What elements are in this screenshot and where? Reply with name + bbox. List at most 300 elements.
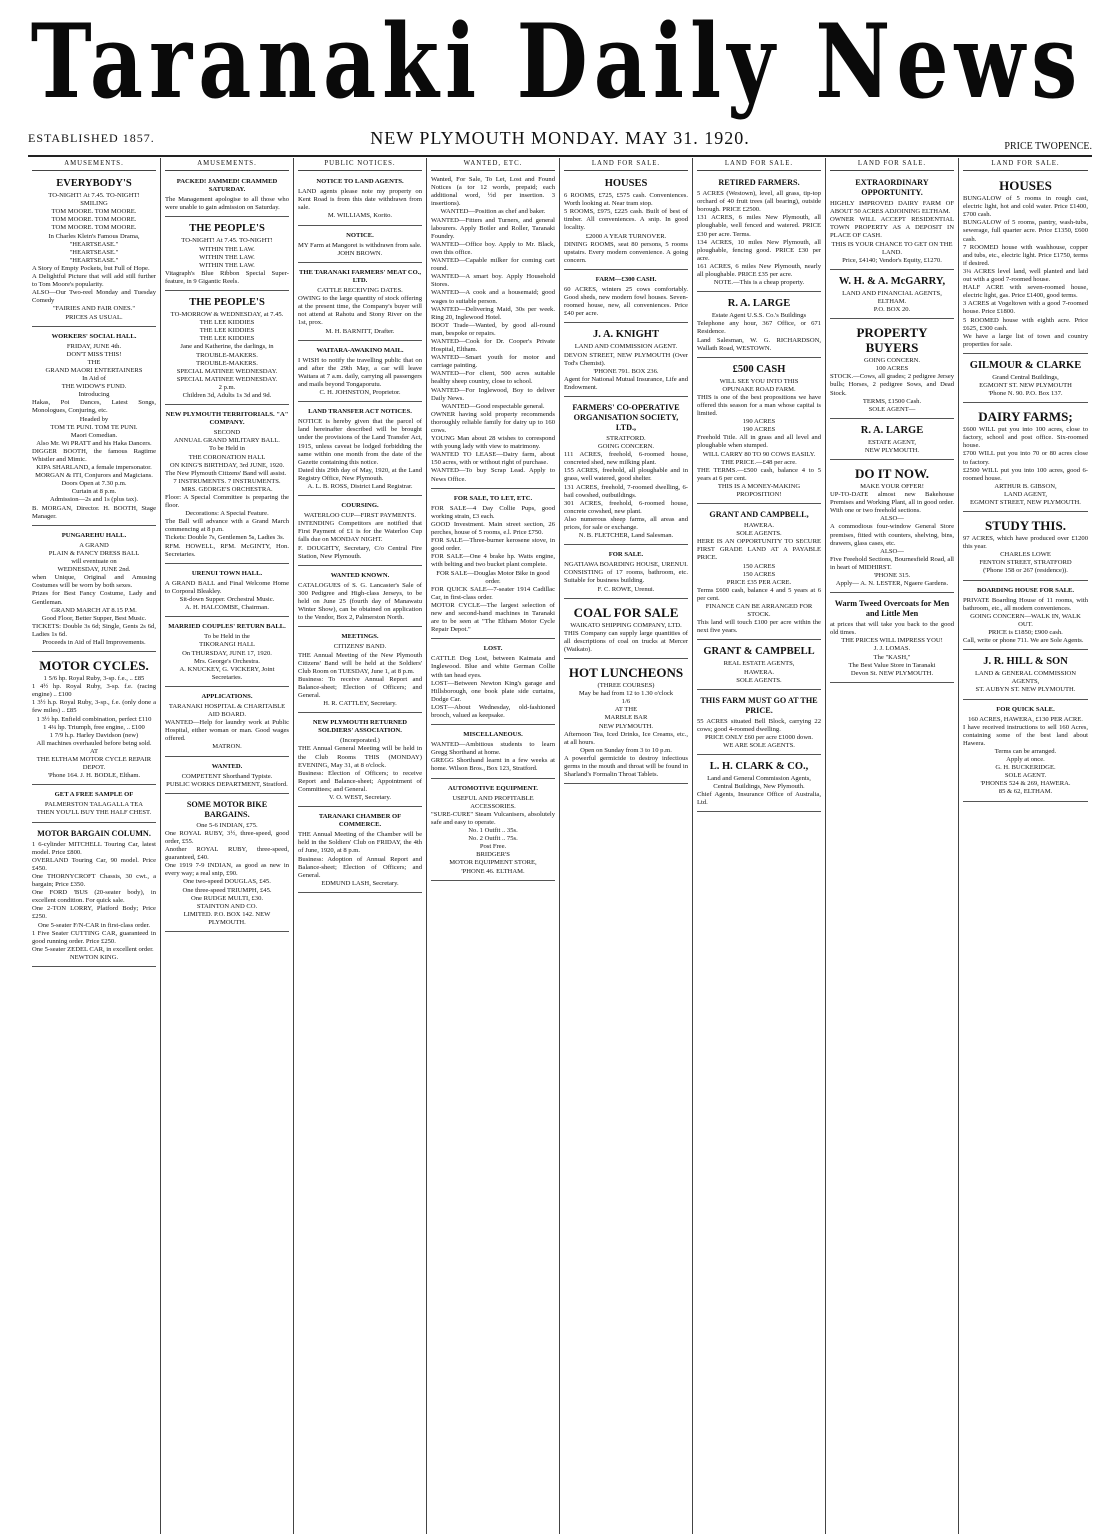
ad-text-line: TERMS, £1500 Cash. [862, 397, 922, 405]
ad-heading: NOTICE. [346, 231, 374, 239]
ad-text-line: £600 WILL put you into 100 acres, close to factory, school and post office. Six-roomed house. [963, 426, 1088, 450]
ad-text-line: H. R. CATTLEY, Secretary. [323, 700, 397, 708]
ad-heading: NEW PLYMOUTH RETURNED SOLDIERS' ASSOCIATION. [312, 719, 408, 735]
ad-text-line: AT [89, 747, 99, 755]
advertisement [564, 601, 688, 659]
ad-text-line: 1 3½ hp. Enfield combination, perfect £110 [36, 715, 152, 723]
ad-text-line: 160 ACRES, HAWERA, £130 PER ACRE. [968, 715, 1083, 723]
ad-text-line: A GRAND BALL and Final Welcome Home to Corporal Bleakley. [165, 579, 289, 595]
advertisement [165, 566, 289, 617]
ad-heading: THE PEOPLE'S [189, 223, 265, 235]
ad-text-line: EDMUND LASH, Secretary. [321, 879, 399, 887]
ad-text-line: Open on Sunday from 3 to 10 p.m. [580, 746, 672, 754]
ad-text-line: Devon St. NEW PLYMOUTH. [850, 669, 934, 677]
ad-heading: FOR QUICK SALE. [996, 705, 1055, 713]
advertisement [830, 462, 954, 593]
column-6 [693, 158, 826, 1534]
advertisement [165, 689, 289, 757]
ad-text-line: Business: Election of Officers; to receive Report and Balance-sheet; Appointment of Committees; and General. [298, 769, 422, 793]
ad-text-line: CONSISTING of 17 rooms, bathroom, etc. Suitable for business building. [564, 569, 688, 585]
ad-text-line: 3 ACRES at Vogeltown with a good 7-roomed house. Price £1800. [963, 300, 1088, 316]
ad-text-line: WANTED—A smart boy. Apply Household Stores. [431, 273, 555, 289]
ad-text-line: Business: Adoption of Annual Report and Balance-sheet; Election of Officers; and General. [298, 855, 422, 879]
column-5 [560, 158, 693, 1534]
ad-heading: HOUSES [604, 178, 648, 190]
ad-text-line: ESTATE AGENT, [867, 438, 917, 446]
ad-text-line: Apply at once. [1006, 756, 1045, 764]
ad-text-line: ALSO— [880, 547, 904, 555]
column-header: AMUSEMENTS. [165, 160, 289, 171]
ad-text-line: Also Mr. Wi PRATT and his Haka Dancers. [36, 439, 152, 447]
ad-text-line: 5 ACRES (Westown), level, all grass, tip-top orchard of 40 fruit trees (all bearing), outside borough. PRICE £2500. [697, 190, 821, 214]
advertisement [32, 825, 156, 967]
ad-text-line: RFM. HOWELL, RFM. McGINTY, Hon. Secretaries. [165, 542, 289, 558]
ad-heading: Warm Tweed Overcoats for Men and Little Men [834, 599, 950, 619]
ad-text-line: WITHIN THE LAW. [199, 253, 255, 261]
advertisement [963, 514, 1088, 580]
ad-text-line: HIGHLY IMPROVED DAIRY FARM OF ABOUT 50 ACRES ADJOINING ELTHAM. [830, 200, 954, 216]
ad-text-line: OWNER WILL ACCEPT RESIDENTIAL TOWN PROPERTY AS A DEPOSIT IN PLACE OF CASH. [830, 216, 954, 240]
ad-text-line: "HEARTSEASE." [69, 256, 119, 264]
advertisement [431, 781, 555, 881]
ad-text-line: SECOND [213, 429, 241, 437]
ad-text-line: 97 ACRES, which have produced over £1200 this year. [963, 535, 1088, 551]
ad-heading: WAITARA-AWAKINO MAIL. [316, 346, 404, 354]
advertisement [564, 272, 688, 323]
ad-heading: W. H. & A. McGARRY, [838, 275, 946, 287]
ad-text-line: Hakas, Poi Dances, Latest Songs, Monologues, Conjuring, etc. [32, 399, 156, 415]
ad-text-line: GOOD Investment. Main street section, 26 perches, house of 5 rooms, e.l. Price £750. [431, 520, 555, 537]
ad-text-line: Business: To receive Annual Report and Balance-sheet; Election of Officers; and General. [298, 675, 422, 699]
column-header: LAND FOR SALE. [697, 160, 821, 171]
ad-text-line: Land Salesman, W. G. RICHARDSON, Wallath Road, WESTOWN. [697, 336, 821, 352]
advertisement [298, 809, 422, 893]
ad-text-line: MOTOR CYCLE—The largest selection of new and second-hand machines in Taranaki are to be seen at "The Eltham Motor Cycle Repair Depot." [431, 601, 555, 634]
ad-text-line: Floor: A Special Committee is preparing the floor. [165, 494, 289, 510]
ad-text-line: SOLE AGENTS. [736, 530, 782, 538]
ad-text-line: when Unique, Original and Amusing Costumes will be worn by both sexes. [32, 574, 156, 590]
ad-text-line: GOING CONCERN—WALK IN, WALK OUT. [970, 612, 1081, 628]
advertisement [564, 399, 688, 545]
ad-text-line: STOCK.—Cows, all grades; 2 pedigree Jersey bulls; Horses, 2 pedigree Sows, and Dead Stock. [830, 373, 954, 397]
ad-text-line: Call, write or phone 711. We are Sole Agents. [963, 637, 1084, 645]
ad-text-line: 'Phone N. 90. P.O. Box 137. [988, 390, 1063, 398]
ad-text-line: May be had from 12 to 1.30 o'clock [578, 690, 674, 698]
ad-text-line: HERE IS AN OPPORTUNITY TO SECURE FIRST GRADE LAND AT A PAYABLE PRICE. [697, 538, 821, 562]
ad-text-line: One 2-TON LORRY, Platford Body; Price £250. [32, 905, 156, 921]
ad-text-line: HAWERA. [743, 668, 775, 676]
ad-text-line: F. DOUGHTY, Secretary, C/o Central Fire Station, New Plymouth. [298, 544, 422, 560]
advertisement [963, 702, 1088, 802]
ad-text-line: THE LEE KIDDIES [199, 327, 255, 335]
ad-text-line: F. C. ROWE, Urenui. [597, 585, 655, 593]
advertisement [32, 174, 156, 327]
ad-text-line: EGMONT STREET, NEW PLYMOUTH. [970, 499, 1081, 506]
ad-text-line: THE LEE KIDDIES [199, 319, 255, 327]
ad-text-line: MOTOR EQUIPMENT STORE, [449, 859, 537, 867]
advertisement [298, 265, 422, 341]
ad-heading: COAL FOR SALE [573, 604, 679, 620]
ad-text-line: PUBLIC WORKS DEPARTMENT, Stratford. [166, 780, 288, 788]
ad-text-line: Doors Open at 7.30 p.m. [61, 480, 127, 488]
ad-text-line: Jane and Katherine, the darlings, in [180, 343, 274, 351]
ad-text-line: ST. AUBYN ST. NEW PLYMOUTH. [975, 686, 1076, 694]
ad-text-line: Post Free. [479, 843, 507, 851]
ad-text-line: 'PHONE 791. BOX 236. [593, 367, 659, 375]
ad-text-line: WANTED—Office boy. Apply to Mr. Black, own this office. [431, 240, 555, 256]
ad-text-line: A. L. B. ROSS, District Land Registrar. [307, 483, 413, 490]
advertisement [697, 360, 821, 504]
advertisement [431, 641, 555, 725]
ad-text-line: Telephone any hour, 367 Office, or 671 Residence. [697, 320, 821, 336]
ad-text-line: MRS. GEORGE'S ORCHESTRA. [181, 485, 273, 493]
ad-text-line: I WISH to notify the travelling public that on and after the 29th May, a car will leave Waitara at 7 a.m. daily, carrying all passengers and mails beyond Tongaporutu. [298, 356, 422, 388]
ad-text-line: ('Phone 158 or 267 (residence)). [983, 567, 1068, 575]
ad-text-line: WANTED—Good respectable general. [441, 402, 545, 410]
ad-text-line: Grand Central Buildings, [992, 373, 1059, 381]
ad-text-line: 100 ACRES [875, 365, 909, 373]
ad-text-line: THIS Company can supply large quantities of all descriptions of coal on trucks at Mercer (Waikato). [564, 629, 688, 653]
ad-text-line: WILL CARRY 80 TO 90 COWS EASILY. [702, 450, 816, 458]
ad-text-line: All machines overhauled before being sold. [36, 739, 152, 747]
column-7 [826, 158, 959, 1534]
ad-text-line: THIS IS A MONEY-MAKING PROPOSITION! [717, 482, 801, 498]
ad-text-line: NEW PLYMOUTH. [864, 446, 920, 454]
ad-text-line: 3¼ ACRES level land, well planted and laid out with a good 7-roomed house. [963, 267, 1088, 284]
advertisement [298, 343, 422, 403]
ad-heading: PUNGAREHU HALL. [61, 531, 127, 539]
column-header: AMUSEMENTS. [32, 160, 156, 171]
ad-text-line: WITHIN THE LAW. [199, 261, 255, 269]
ad-text-line: ON KING'S BIRTHDAY, 3rd JUNE, 1920. [169, 461, 285, 469]
ad-text-line: DEVON STREET, NEW PLYMOUTH (Over Tod's Chemist). [564, 351, 688, 367]
ad-text-line: FOR SALE—4 Day Collie Pups, good working strain, £3 each. [431, 504, 555, 520]
ad-text-line: PALMERSTON TALAGALLA TEA [44, 801, 144, 809]
ad-heading: RETIRED FARMERS. [718, 178, 800, 188]
advertisement [298, 568, 422, 628]
ad-text-line: WE ARE SOLE AGENTS. [723, 741, 795, 749]
ad-text-line: Afternoon Tea, Iced Drinks, Ice Creams, etc., at all hours. [564, 730, 688, 746]
ad-text-line: FINANCE CAN BE ARRANGED FOR STOCK. [705, 603, 813, 619]
price-text: PRICE TWOPENCE. [1004, 141, 1092, 152]
ad-text-line: MORGAN & ITI, Conjurors and Magicians. [35, 472, 153, 480]
ad-heading: LAND TRANSFER ACT NOTICES. [308, 408, 412, 416]
ad-text-line: LAND AND FINANCIAL AGENTS, [842, 289, 942, 297]
ad-text-line: EGMONT ST. NEW PLYMOUTH [979, 381, 1072, 389]
ad-text-line: WANTED TO LEASE—Dairy farm, about 150 acres, with or without right of purchase. [431, 451, 555, 467]
ad-text-line: WANTED—Cook for Dr. Cooper's Private Hospital, Eltham. [431, 337, 555, 354]
ad-heading: GILMOUR & CLARKE [969, 359, 1082, 371]
ad-text-line: C. H. JOHNSTON, Proprietor. [319, 389, 401, 397]
ad-text-line: 5 ROOMED house with eighth acre. Price £625, £300 cash. [963, 316, 1088, 332]
ad-text-line: 'Phone 164. J. H. BODLE, Eltham. [47, 772, 141, 780]
ad-text-line: (Incorporated.) [340, 737, 380, 745]
ad-heading: NOTICE TO LAND AGENTS. [316, 178, 404, 186]
advertisement [963, 174, 1088, 354]
ad-heading: EVERYBODY'S [56, 178, 132, 190]
advertisement [830, 174, 954, 270]
ad-text-line: WANTED—Fitters and Turners, and general labourers. Apply Boiler and Roller, Taranaki Foundry. [431, 216, 555, 240]
ad-text-line: BRIDGER'S [476, 851, 510, 859]
ad-text-line: The Management apologise to all those who were unable to gain admission on Saturday. [165, 196, 289, 212]
ad-text-line: 134 ACRES, 10 miles New Plymouth, all ploughable, fencing good. PRICE £30 per acre. [697, 238, 821, 262]
ad-heading: THE PEOPLE'S [189, 297, 265, 309]
ad-text-line: Terms £600 cash, balance 4 and 5 years at 6 per cent. [697, 586, 821, 602]
ad-text-line: V. O. WEST, Secretary. [328, 794, 391, 801]
ad-text-line: Proceeds in Aid of Hall Improvements. [42, 638, 146, 646]
column-header: PUBLIC NOTICES. [298, 160, 422, 171]
column-8 [959, 158, 1092, 1534]
advertisement [564, 661, 688, 784]
ad-heading: EXTRAORDINARY OPPORTUNITY. [855, 178, 929, 198]
advertisement [165, 293, 289, 405]
ad-text-line: "SURE-CURE" Steam Vulcanisers, absolutely safe and easy to operate. [431, 810, 555, 826]
ad-text-line: WANTED—Smart youth for motor and carriage painting. [431, 354, 555, 370]
ad-text-line: ALSO—Our Two-reel Monday and Tuesday Comedy [32, 289, 156, 305]
ad-text-line: 'PHONE 46. ELTHAM. [461, 867, 525, 875]
advertisement [963, 356, 1088, 403]
ad-heading: MOTOR CYCLES. [39, 658, 149, 674]
ad-text-line: THE Annual General Meeting will be held in the Club Rooms THIS (MONDAY) EVENING, May 31, at 8 o'clock. [298, 745, 422, 769]
ad-text-line: One 5-6 INDIAN, £75. [196, 821, 258, 829]
advertisement [298, 629, 422, 713]
ad-text-line: This land will touch £100 per acre within the next five years. [697, 619, 821, 635]
ad-heading: L. H. CLARK & CO., [709, 761, 809, 773]
ad-text-line: WANTED—A cook and a housemaid; good wages to suitable person. [431, 289, 555, 305]
ad-text-line: 60 ACRES, winters 25 cows comfortably. Good sheds, new modern fowl houses. Seven-roomed house, new, all conveniences. Price £40 per acre. [564, 286, 688, 318]
ad-text-line: SPECIAL MATINEE WEDNESDAY. [176, 375, 278, 383]
ad-text-line: MATRON. [212, 743, 242, 751]
ad-text-line: CATTLE Dog Lost, between Kaimata and Inglewood. Blue and white German Collie with tan head eyes. [431, 655, 555, 679]
ad-text-line: A Delightful Picture that will add still further to Tom Moore's popularity. [32, 273, 156, 289]
advertisement [298, 174, 422, 225]
ad-heading: R. A. LARGE [727, 298, 791, 310]
ad-text-line: will eventuate on [71, 558, 117, 566]
ad-text-line: FENTON STREET, STRATFORD [979, 559, 1072, 567]
masthead [0, 0, 1114, 125]
ad-text-line: WITHIN THE LAW. [199, 245, 255, 253]
ad-heading: FOR SALE. [608, 551, 644, 559]
ad-text-line: WAIKATO SHIPPING COMPANY, LTD. [570, 621, 682, 629]
established-text: ESTABLISHED 1857. [28, 131, 155, 145]
ad-text-line: NEWTON KING. [69, 953, 119, 961]
ad-heading: TARANAKI CHAMBER OF COMMERCE. [318, 813, 402, 829]
ad-text-line: FOR SALE—One 4 brake hp. Watts engine, with belting and two bucket plant complete. [431, 553, 555, 569]
ad-text-line: NGATIAWA BOARDING HOUSE, URENUI. [564, 561, 688, 569]
ad-text-line: STAINTON AND CO. [196, 902, 258, 910]
ad-text-line: NOTE.—This is a cheap property. [713, 279, 805, 287]
advertisement [963, 652, 1088, 699]
ad-text-line: 'PHONES 524 & 269, HAWERA. [980, 780, 1071, 788]
ad-text-line: 1 4½ hp. Royal Ruby, 3-sp. f.e. (racing engine) .. £100 [32, 683, 156, 699]
ad-heading: GRANT & CAMPBELL [703, 646, 815, 658]
ad-text-line: A. H. HALCOMBE, Chairman. [184, 604, 270, 612]
ad-text-line: Curtain at 8 p.m. [71, 488, 117, 496]
advertisement [165, 219, 289, 291]
ad-heading: WANTED. [211, 762, 243, 770]
ad-text-line: MARBLE BAR [604, 714, 648, 722]
ad-text-line: PLAIN & FANCY DRESS BALL [48, 549, 140, 557]
ad-text-line: CATTLE RECEIVING DATES. [317, 287, 403, 295]
advertisement [830, 321, 954, 419]
ad-text-line: Price, £4140; Vendor's Equity, £1270. [842, 256, 942, 264]
ad-text-line: One FORD 'BUS (20-seater body), in excellent condition. For quick sale. [32, 889, 156, 905]
ad-text-line: 111 ACRES, freehold, 6-roomed house, concreted shed, new milking plant. [564, 451, 688, 467]
advertisement [830, 421, 954, 460]
ad-text-line: A Story of Empty Pockets, but Full of Hope. [32, 264, 150, 272]
ad-text-line: THE PRICE.—£48 per acre. [721, 458, 797, 466]
ad-text-line: WANTED—To buy Scrap Lead. Apply to News Office. [431, 467, 555, 483]
ad-text-line: On THURSDAY, JUNE 17, 1920. [182, 649, 272, 657]
advertisement [697, 506, 821, 640]
ad-text-line: LAND AGENT, [1003, 490, 1048, 498]
ad-text-line: 1 Five Seater CUTTING CAR, guaranteed in good running order. Price £250. [32, 929, 156, 945]
advertisement [32, 528, 156, 652]
ad-text-line: WANTED—Position as chef and baker. [440, 208, 546, 216]
ad-heading: J. A. KNIGHT [593, 329, 659, 341]
ad-heading: BOARDING HOUSE FOR SALE. [976, 586, 1075, 594]
ad-text-line: THEN YOU'LL BUY THE HALF CHEST. [36, 809, 152, 817]
ad-text-line: OWING to the large quantity of stock offering at the present time, the Company's buyer will not attend at Rahotu and Stony River on the 1st, prox. [298, 295, 422, 327]
ad-text-line: N. B. FLETCHER, Land Salesman. [578, 532, 674, 540]
advertisement [165, 407, 289, 564]
advertisement [431, 174, 555, 489]
ad-text-line: FOR SALE—Douglas Motor Bike in good order. [436, 569, 550, 585]
ad-heading: LOST. [483, 645, 503, 653]
ad-text-line: BUNGALOW of 5 rooms in rough cast, electric light, hot and cold water. Price £1400, £700 cash. [963, 195, 1088, 219]
ad-text-line: BOOT Trade—Wanted, by good all-round man, bespoke or repairs. [431, 321, 555, 337]
column-header: LAND FOR SALE. [830, 160, 954, 171]
ad-heading: FARMERS' CO-OPERATIVE ORGANISATION SOCIETY, LTD., [572, 402, 680, 432]
ad-text-line: 1 5/6 hp. Royal Ruby, 3-sp. f.e., .. £85 [43, 675, 145, 683]
ad-text-line: GREGG Shorthand learnt in a few weeks at home. Wilson Bros., Box 123, Stratford. [431, 757, 555, 773]
ad-text-line: 301 ACRES, freehold, 6-roomed house, concrete cowshed, new plant. [564, 499, 688, 515]
ad-text-line: PRICE £35 PER ACRE. [726, 578, 792, 586]
ad-text-line: THIS IS YOUR CHANCE TO GET ON THE LAND. [831, 240, 953, 256]
ad-text-line: Mrs. George's Orchestra. [194, 657, 260, 665]
ad-text-line: Wanted, For Sale, To Let, Lost and Found Notices (a tor 12 words, prepaid; each additional word, ½d per insertion. 3 insertions). [431, 176, 555, 208]
ad-text-line: Introducing [78, 391, 110, 399]
ad-text-line: Also numerous sheep farms, all areas and prices, for sale or exchange. [564, 515, 688, 531]
ad-heading: SOME MOTOR BIKE BARGAINS. [186, 799, 268, 819]
ad-text-line: The Best Value Store in Taranaki [848, 661, 936, 669]
ad-text-line: £700 WILL put you into 70 or 80 acres close to factory. [963, 450, 1088, 466]
ad-text-line: In Aid of [82, 375, 106, 383]
ad-text-line: ANNUAL GRAND MILITARY BALL. [174, 437, 280, 445]
ad-text-line: SOLE AGENT. [1004, 772, 1047, 780]
ad-text-line: TROUBLE-MAKERS. [196, 359, 258, 367]
ad-text-line: INTENDING Competitors are notified that First Payment of £1 is for the Waterloo Cup falls due on MONDAY NIGHT. [298, 520, 422, 544]
ad-text-line: OPUNAKE ROAD FARM. [722, 385, 796, 393]
advertisement [298, 404, 422, 496]
ad-text-line: LAND & GENERAL COMMISSION AGENTS, [974, 670, 1077, 686]
ad-text-line: Maori Comedian. [70, 431, 118, 439]
ad-text-line: One ROYAL RUBY, 3½, three-speed, good order, £55. [165, 829, 289, 845]
ad-text-line: THE LEE KIDDIES [199, 335, 255, 343]
ad-text-line: ARTHUR B. GIBSON, [994, 482, 1057, 490]
ad-text-line: DON'T MISS THIS! [66, 350, 122, 358]
ad-text-line: HAWERA. [743, 522, 775, 530]
ad-text-line: THE WIDOW'S FUND. [61, 383, 127, 391]
ad-text-line: 150 ACRES [742, 562, 776, 570]
ad-text-line: GOING CONCERN. [597, 443, 655, 451]
ad-text-line: Tickets: Double 7s, Gentlemen 5s, Ladies 3s. [165, 534, 285, 542]
ad-text-line: TOM MOORE. TOM MOORE. [51, 208, 137, 216]
advertisement [165, 174, 289, 217]
column-header: WANTED, ETC. [431, 160, 555, 171]
ad-text-line: TO-NIGHT! At 7.45. TO-NIGHT! [181, 237, 273, 245]
advertisement [697, 642, 821, 689]
advertisement [697, 692, 821, 755]
ad-heading: DO IT NOW. [854, 465, 930, 481]
ad-text-line: TIKORANGI HALL [199, 641, 255, 649]
ad-text-line: THE PRICES WILL IMPRESS YOU! [841, 637, 943, 645]
column-1 [28, 158, 161, 1534]
advertisement [830, 595, 954, 683]
ad-text-line: Another ROYAL RUBY, three-speed, guaranteed, £40. [165, 846, 289, 862]
ad-text-line: WANTED—Capable milker for coming cart round. [431, 257, 555, 273]
ad-text-line: WANTED—For client, 500 acres suitable healthy sheep country, close to school. [431, 370, 555, 386]
ad-text-line: WILL SEE YOU INTO THIS [719, 377, 799, 385]
ad-text-line: THE [87, 358, 101, 366]
ad-text-line: 85 & 62, ELTHAM. [998, 788, 1053, 796]
ad-text-line: CATALOGUES of S. G. Lancaster's Sale of 300 Pedigree and High-class Jerseys, to be held on June 25 (fourth day of Manawatu Winter Show), can be obtained on application to the Vendor, Box 2, Palmerston North. [298, 581, 422, 622]
ad-heading: WANTED KNOWN. [330, 571, 390, 579]
ad-heading: AUTOMOTIVE EQUIPMENT. [448, 784, 538, 792]
ad-text-line: J. J. LOMAS. [873, 645, 911, 653]
ad-text-line: G. H. BUCKERIDGE. [995, 764, 1056, 772]
ad-text-line: Admission—2s and 1s (plus tax). [49, 496, 139, 504]
ad-text-line: DIGGER BOOTH, the famous Ragtime Whistler and Mimic. [32, 447, 156, 463]
ad-text-line: The "KASH," [873, 653, 911, 661]
ad-text-line: 7 ROOMED house with washhouse, copper and tubs, etc., electric light. Price £1750, terms if desired. [963, 243, 1088, 267]
ad-text-line: LAND agents please note my property on Kent Road is from this date withdrawn from sale. [298, 188, 422, 212]
ad-text-line: 161 ACRES, 6 miles New Plymouth, nearly all ploughable. PRICE £35 per acre. [697, 262, 821, 279]
ad-text-line: Vitagraph's Blue Ribbon Special Super-feature, in 9 Gigantic Reels. [165, 269, 289, 285]
ad-text-line: 1 6-cylinder MITCHELL Touring Car, latest model. Price £800. [32, 840, 156, 856]
ad-text-line: Sit-down Supper. Orchestral Music. [179, 596, 275, 604]
ad-text-line: Children 3d, Adults 1s 3d and 9d. [182, 391, 272, 399]
ad-text-line: One RUDGE MULTI, £30. [190, 894, 264, 902]
ad-text-line: LIMITED. P.O. BOX 142. NEW PLYMOUTH. [183, 910, 271, 926]
advertisement [165, 619, 289, 687]
ad-text-line: 131 ACRES, 6 miles New Plymouth, all ploughable, well fenced and watered. PRICE £30 per acre. Terms. [697, 214, 821, 238]
ad-text-line: CITIZENS' BAND. [333, 643, 387, 651]
ad-heading: APPLICATIONS. [201, 692, 253, 700]
ad-text-line: One three-speed TRIUMPH, £45. [182, 886, 272, 894]
ad-heading: GRANT AND CAMPBELL, [709, 510, 809, 520]
ad-text-line: No. 1 Outfit .. 35s. [468, 827, 518, 835]
column-header: LAND FOR SALE. [963, 160, 1088, 171]
ad-heading: PROPERTY BUYERS [856, 325, 928, 356]
ad-text-line: I have received instructions to sell 160 Acres, containing some of the best land about Hawera. [963, 723, 1088, 747]
ad-text-line: LOST—Between Newton King's garage and Hillsborough, one book plate side curtains, Dodge Car. [431, 679, 555, 703]
ad-text-line: To be Held in [209, 445, 245, 453]
ad-text-line: TOM TE PUNI. TOM TE PUNI. [50, 423, 138, 431]
ad-heading: HOT LUNCHEONS [568, 665, 684, 681]
ad-text-line: FOR SALE—Three-burner kerosene stove, in good order. [431, 537, 555, 553]
advertisement [697, 294, 821, 357]
ad-text-line: Prizes for Best Fancy Costume, Lady and Gentleman. [32, 590, 156, 606]
ad-text-line: THE Annual Meeting of the Chamber will be held in the Soldiers' Club on FRIDAY, the 4th of June, 1920, at 8 p.m. [298, 831, 422, 855]
ad-heading: R. A. LARGE [860, 424, 924, 436]
ad-text-line: Land and General Commission Agents, [707, 775, 811, 783]
ad-text-line: 6 ROOMS, £725, £575 cash. Conveniences. Worth looking at. Near tram stop. [564, 192, 688, 208]
ad-text-line: M. WILLIAMS, Korito. [327, 212, 393, 220]
issue-date: NEW PLYMOUTH MONDAY. MAY 31. 1920. [370, 128, 750, 148]
ad-text-line: No. 2 Outfit .. 75s. [468, 835, 518, 843]
ad-text-line: AT THE [614, 706, 638, 714]
